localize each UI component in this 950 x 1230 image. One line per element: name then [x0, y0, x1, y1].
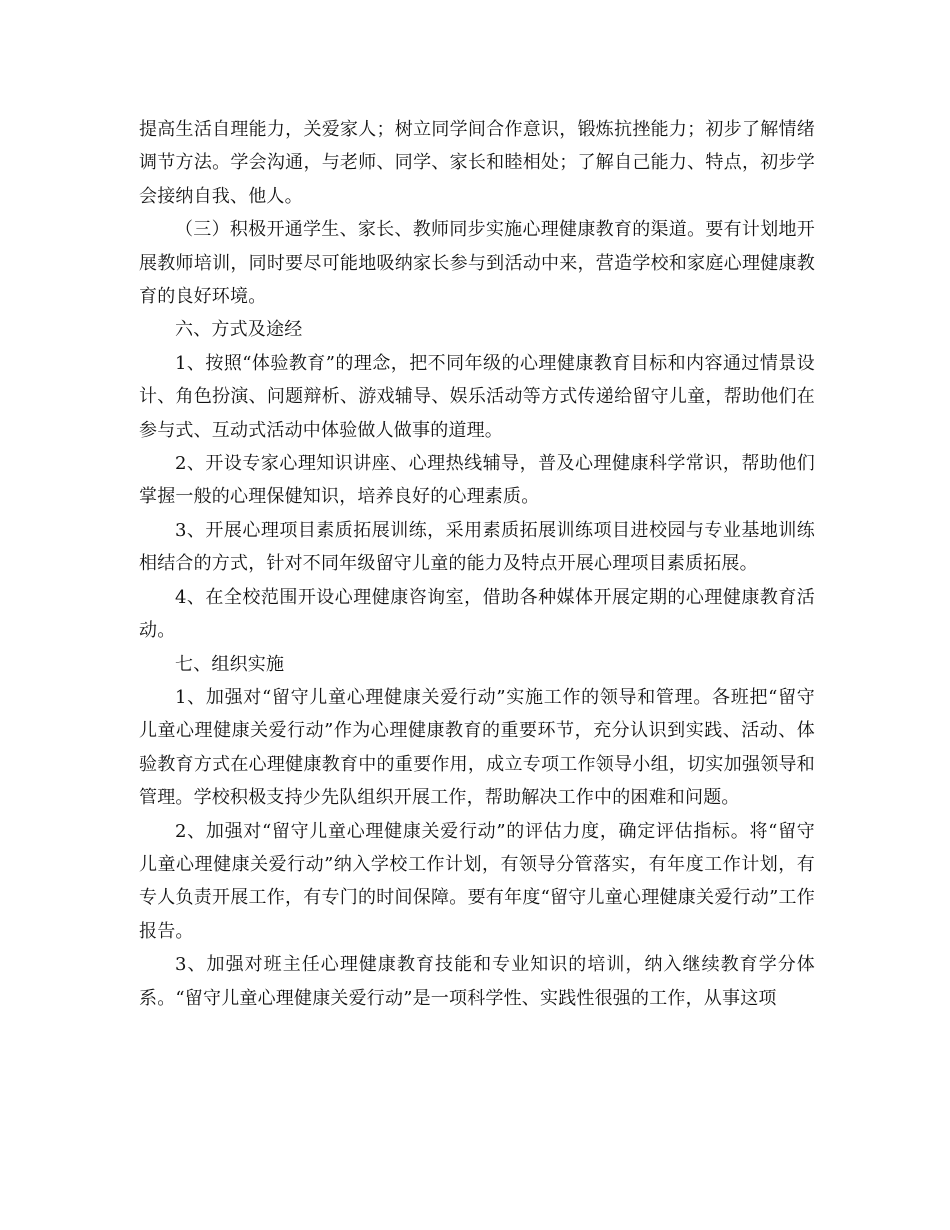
paragraph-implementation-3: 3、加强对班主任心理健康教育技能和专业知识的培训，纳入继续教育学分体系。“留守儿童心理健康关爱行动”是一项科学性、实践性很强的工作，从事这项 [139, 954, 815, 1009]
document-body [139, 113, 815, 1015]
paragraph-implementation-2: 2、加强对“留守儿童心理健康关爱行动”的评估力度，确定评估指标。将“留守儿童心理健康关爱行动”纳入学校工作计划，有领导分管落实，有年度工作计划，有专人负责开展工作，有专门的时间保障。要有年度“留守儿童心理健康关爱行动”工作报告。 [139, 820, 815, 942]
paragraph-implementation-1: 1、加强对“留守儿童心理健康关爱行动”实施工作的领导和管理。各班把“留守儿童心理健康关爱行动”作为心理健康教育的重要环节，充分认识到实践、活动、体验教育方式在心理健康教育中的重要作用，成立专项工作领导小组，切实加强领导和管理。学校积极支持少先队组织开展工作，帮助解决工作中的困难和问题。 [139, 686, 815, 809]
paragraph-method-3: 3、开展心理项目素质拓展训练，采用素质拓展训练项目进校园与专业基地训练相结合的方式，针对不同年级留守儿童的能力及特点开展心理项目素质拓展。 [139, 519, 815, 575]
paragraph-self-care-goals: 提高生活自理能力，关爱家人；树立同学间合作意识，锻炼抗挫能力；初步了解情绪调节方法。学会沟通，与老师、同学、家长和睦相处；了解自己能力、特点，初步学会接纳自我、他人。 [139, 119, 815, 207]
paragraph-method-2: 2、开设专家心理知识讲座、心理热线辅导，普及心理健康科学常识，帮助他们掌握一般的心理保健知识，培养良好的心理素质。 [139, 453, 815, 508]
paragraph-method-1: 1、按照“体验教育”的理念，把不同年级的心理健康教育目标和内容通过情景设计、角色扮演、问题辩析、游戏辅导、娱乐活动等方式传递给留守儿童，帮助他们在参与式、互动式活动中体验做人做事的道理。 [139, 352, 815, 441]
section-heading-methods: 六、方式及途经 [175, 319, 303, 341]
section-heading-implementation: 七、组织实施 [175, 653, 285, 675]
paragraph-method-4: 4、在全校范围开设心理健康咨询室，借助各种媒体开展定期的心理健康教育活动。 [139, 586, 815, 642]
paragraph-channels: （三）积极开通学生、家长、教师同步实施心理健康教育的渠道。要有计划地开展教师培训，同时要尽可能地吸纳家长参与到活动中来，营造学校和家庭心理健康教育的良好环境。 [139, 219, 815, 308]
